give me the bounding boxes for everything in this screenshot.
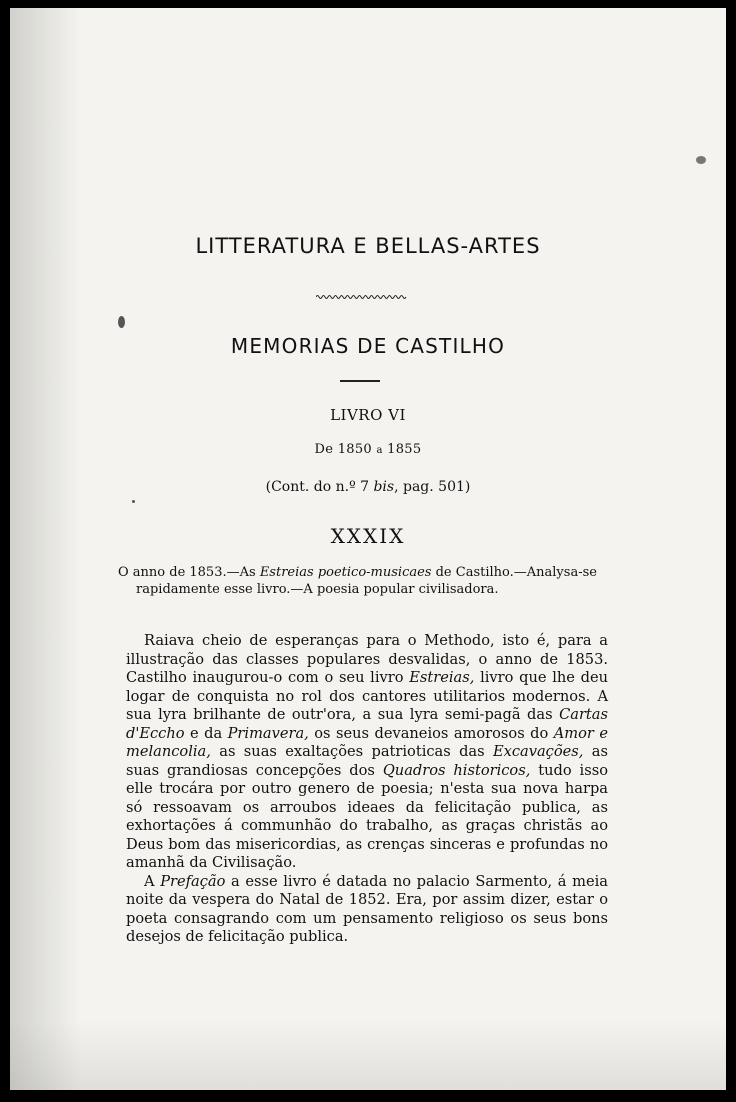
p1-italic-excavacoes: Excavações,: [492, 743, 584, 760]
paragraph-1: [126, 632, 608, 873]
summary-part1: O anno de 1853.—As: [118, 565, 260, 580]
p1-text-f: as suas grandiosas concepções dos: [126, 743, 608, 779]
date-de: De: [314, 442, 334, 457]
p1-italic-quadros: Quadros historicos,: [382, 761, 531, 779]
date-start: 1850: [337, 442, 372, 457]
p1-text-c: e da: [184, 724, 228, 742]
summary-line2: rapidamente esse livro.—A poesia popular civilisadora.: [136, 582, 499, 597]
p1-text-b: livro que lhe deu logar de conquista no rol dos cantores utilitarios modernos. A sua lyra brilhante de outr'ora, a sua lyra semi-pagã das: [126, 669, 608, 723]
p2-italic-prefacao: Prefação: [160, 872, 226, 890]
date-end: 1855: [387, 442, 422, 457]
chapter-summary: [118, 564, 608, 598]
p1-italic-primavera: Primavera,: [227, 724, 309, 742]
p1-text-d: os seus devaneios amorosos do: [308, 724, 554, 742]
book-number: LIVRO VI: [330, 406, 406, 424]
summary-part1-rest: de Castilho.—Analysa-se: [431, 565, 597, 580]
continuation-suffix: , pag. 501): [394, 479, 471, 495]
p1-italic-cartas: Cartas d'Eccho: [126, 706, 608, 742]
summary-italic: Estreias poetico-musicaes: [259, 565, 432, 580]
p2-text-b: a esse livro é datada no palacio Sarmento, á meia noite da vespera do Natal de 1852. Era, por assim dizer, estar o poeta consagrando com um pensamento religioso os seus bons desejos de felicitação publica.: [126, 872, 608, 945]
chapter-number: XXXIX: [330, 524, 406, 548]
date-range: [10, 442, 726, 457]
paragraph-2: [126, 873, 608, 947]
date-a: a: [376, 445, 383, 456]
p2-text-a: A: [144, 872, 161, 890]
p1-italic-estreias: Estreias,: [409, 669, 475, 686]
p1-text-g: tudo isso elle trocára por outro genero de poesia; n'esta sua nova harpa só ressoavam os arroubos ideaes da felicitação publica, as exhortações á communhão do trabalho, as graças christãs ao Deus bom das misericordias, as crenças sinceras e profundas no amanhã da Civilisação.: [126, 761, 608, 871]
continuation-bis: bis: [373, 479, 395, 495]
p1-text-a: Raiava cheio de esperanças para o Methodo, isto é, para a illustração das classes populares desvalidas, o anno de 1853. Castilho inaugurou-o com o seu livro: [126, 632, 608, 686]
wavy-divider: [316, 293, 408, 301]
p1-italic-amor: Amor e melancolia,: [126, 724, 608, 760]
continuation-prefix: (Cont. do n.º 7: [265, 479, 374, 495]
scanned-page: [10, 8, 726, 1090]
body-text: [126, 632, 608, 947]
section-title: LITTERATURA E BELLAS-ARTES: [195, 234, 541, 258]
continuation-note: [10, 479, 726, 495]
article-title: MEMORIAS DE CASTILHO: [230, 334, 506, 358]
p1-text-e: as suas exaltações patrioticas das: [210, 743, 493, 760]
short-rule: [340, 380, 380, 382]
